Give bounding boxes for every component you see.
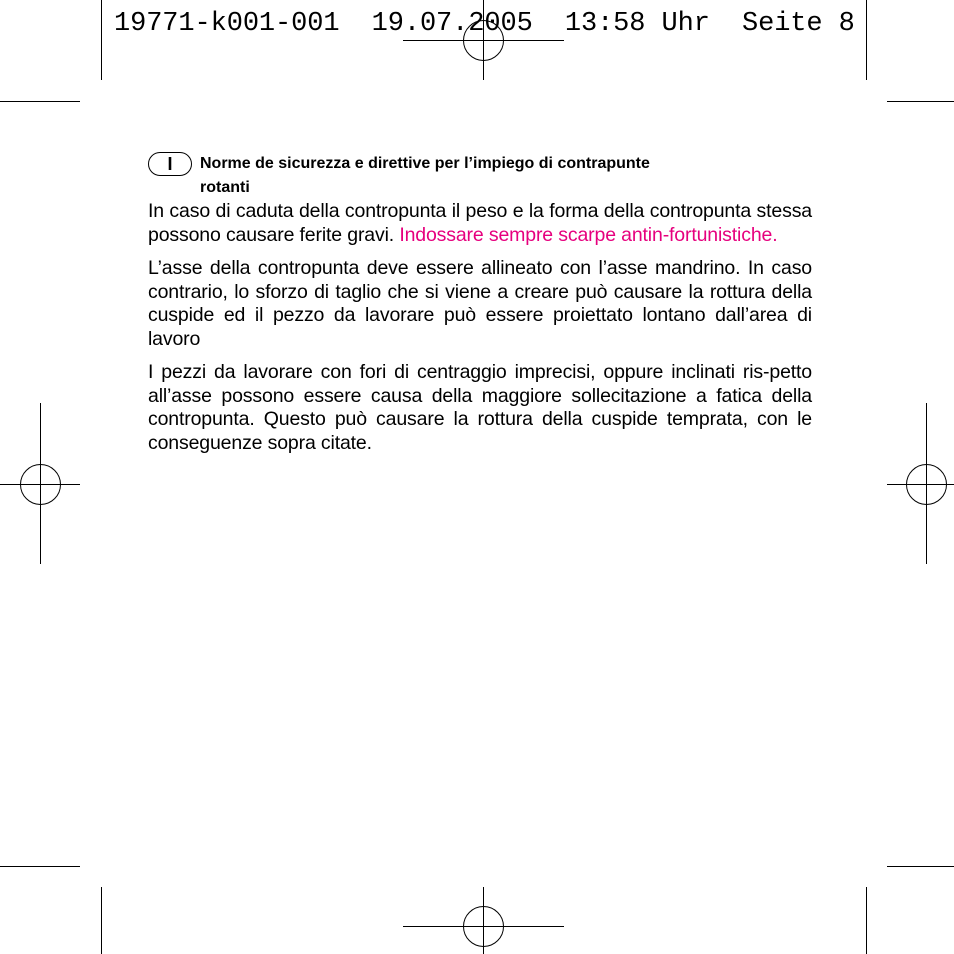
registration-mark-left: [0, 403, 80, 564]
section-heading: [148, 152, 812, 200]
print-slug-text: 19771-k001-001 19.07.2005 13:58 Uhr Seite 8: [114, 9, 855, 39]
registration-mark-right: [887, 403, 954, 564]
paragraph-1-text: In caso di caduta della contropunta il peso e la forma della contropunta stessa possono causare ferite gravi.: [148, 200, 812, 246]
registration-mark-bottom: [403, 887, 564, 954]
safety-warning-text: Indossare sempre scarpe antin-fortunistiche.: [399, 223, 778, 246]
paragraph-2: L’asse della contropunta deve essere allineato con l’asse mandrino. In caso contrario, lo sforzo di taglio che si viene a creare può causare la rottura della cuspide ed il pezzo da lavorare può essere proiettato lontano dall’area di lavoro: [148, 257, 812, 350]
language-badge: I: [148, 152, 192, 176]
section-title: Norme de sicurezza e direttive per l’impiego di contrapunte rotanti: [200, 155, 650, 196]
page-content: [148, 150, 812, 465]
print-header: [0, 0, 954, 40]
paragraph-1: [148, 200, 812, 247]
paragraph-3: I pezzi da lavorare con fori di centraggio imprecisi, oppure inclinati ris-petto all’asse possono essere causa della maggiore sollecitazione a fatica della contropunta. Questo può causare la rottura della cuspide temprata, con le conseguenze sopra citate.: [148, 361, 812, 454]
